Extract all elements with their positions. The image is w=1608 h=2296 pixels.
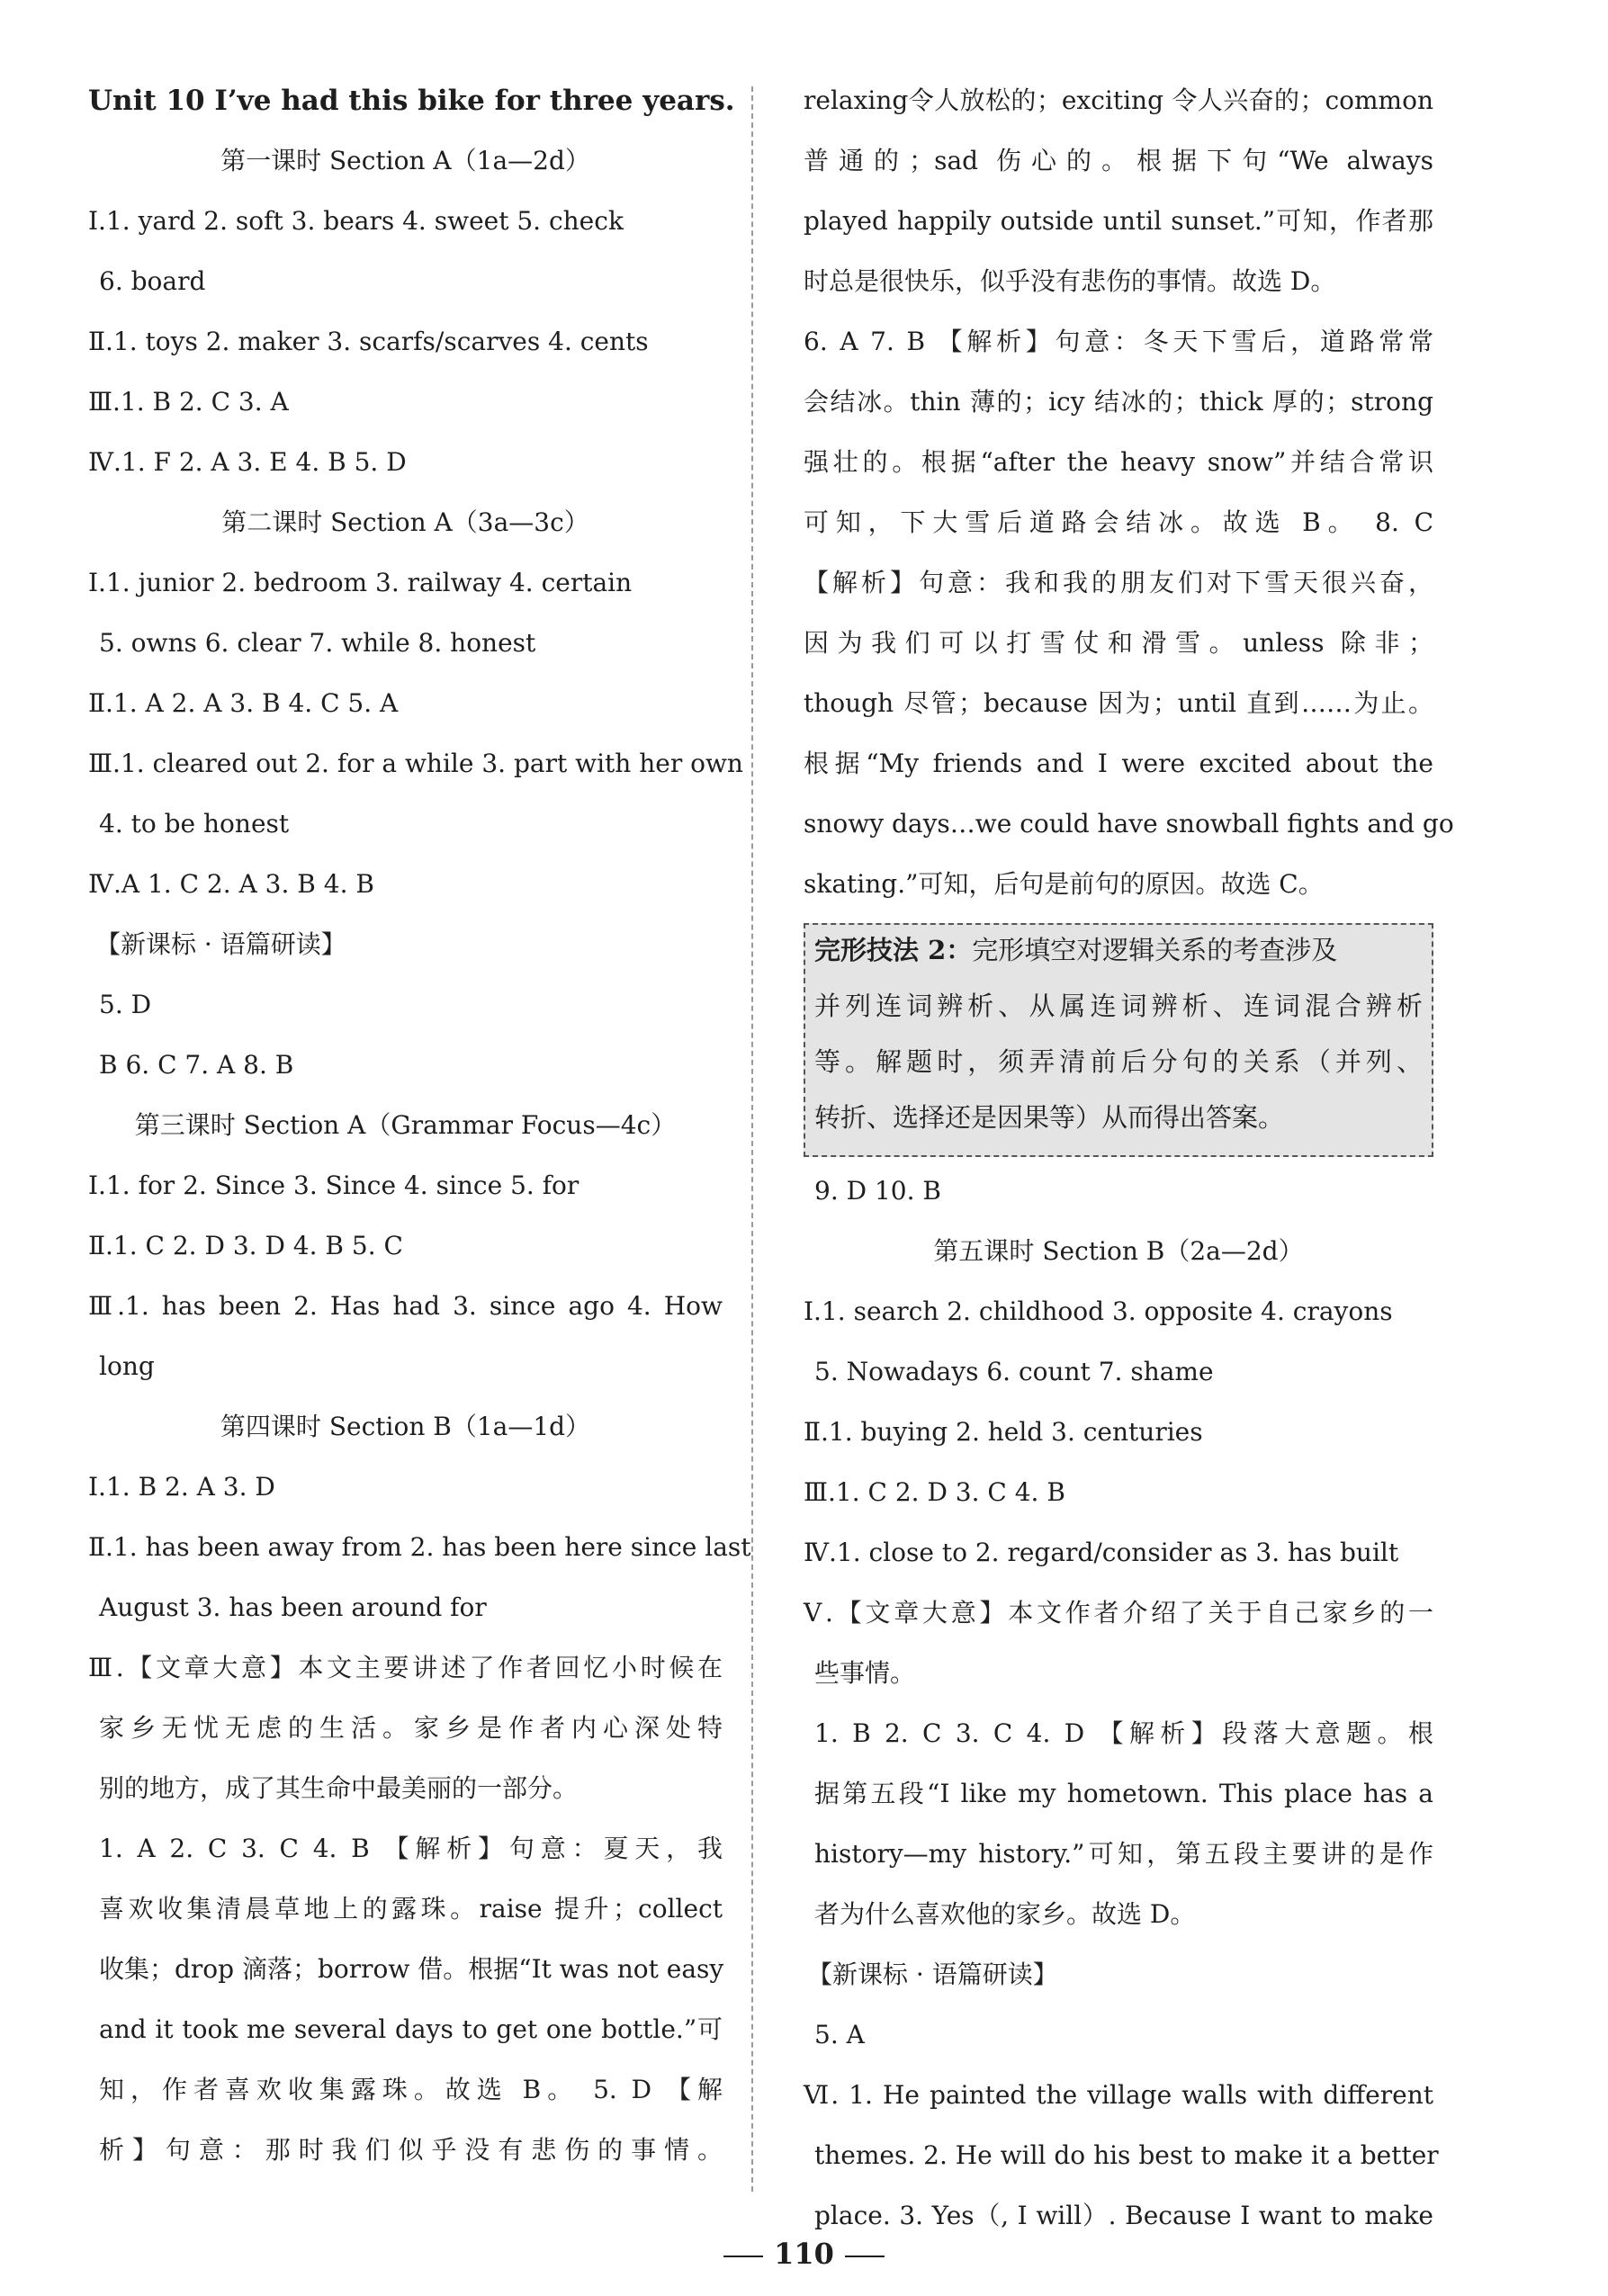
- answer-line: 根据“My friends and I were excited about the: [804, 749, 1433, 778]
- right-column: [804, 83, 1454, 2258]
- answer-line: 第二课时 Section A（3a—3c）: [221, 507, 589, 537]
- answer-line: 会结冰。thin 薄的；icy 结冰的；thick 厚的；strong: [804, 387, 1433, 417]
- answer-line: 析】句意：那时我们似乎没有悲伤的事情。: [99, 2135, 723, 2165]
- answer-line: 6. A 7. B 【解析】句意：冬天下雪后，道路常常: [804, 327, 1433, 356]
- answer-line: 【新课标 · 语篇研读】: [95, 929, 346, 959]
- answer-line: Ⅱ.1. toys 2. maker 3. scarfs/scarves 4. cents: [88, 327, 649, 356]
- answer-line: 普通的；sad 伤心的。根据下句“We always: [804, 146, 1433, 175]
- answer-line: Ⅵ. 1. He painted the village walls with different: [804, 2080, 1433, 2110]
- answer-line: 些事情。: [814, 1658, 916, 1688]
- answer-line: 5. owns 6. clear 7. while 8. honest: [99, 628, 536, 658]
- page-footer: [0, 2237, 1608, 2271]
- answer-line: Ⅲ.1. B 2. C 3. A: [88, 387, 289, 417]
- answer-line: 1. B 2. C 3. C 4. D 【解析】段落大意题。根: [814, 1718, 1433, 1748]
- column-divider: [751, 86, 753, 2192]
- answer-line: Ⅰ.1. for 2. Since 3. Since 4. since 5. for: [88, 1170, 579, 1200]
- answer-line: played happily outside until sunset.”可知，作者那: [804, 206, 1433, 236]
- answer-line: history—my history.”可知，第五段主要讲的是作: [814, 1839, 1433, 1869]
- answer-line: Ⅰ.1. search 2. childhood 3. opposite 4. crayons: [804, 1296, 1393, 1326]
- left-column: [88, 83, 751, 2193]
- answer-line: long: [99, 1351, 155, 1381]
- page-number: 110: [774, 2237, 834, 2271]
- right-bottom-block: [804, 1173, 1439, 2258]
- answer-line: Ⅰ.1. yard 2. soft 3. bears 4. sweet 5. check: [88, 206, 624, 236]
- answer-line: 据第五段“I like my hometown. This place has a: [814, 1779, 1433, 1808]
- answer-line: relaxing令人放松的；exciting 令人兴奋的；common: [804, 85, 1433, 115]
- answer-line: 5. Nowadays 6. count 7. shame: [814, 1357, 1214, 1386]
- answer-line: 家乡无忧无虑的生活。家乡是作者内心深处特: [99, 1713, 723, 1743]
- tip-line: 等。解题时，须弄清前后分句的关系（并列、: [814, 1046, 1423, 1077]
- answer-line: B 6. C 7. A 8. B: [99, 1050, 294, 1080]
- answer-line: Ⅱ.1. has been away from 2. has been here since last: [88, 1532, 751, 1562]
- answer-line: 别的地方，成了其生命中最美丽的一部分。: [99, 1773, 579, 1803]
- answer-line: skating.”可知，后句是前句的原因。故选 C。: [804, 869, 1324, 899]
- answer-line: Unit 10 I’ve had this bike for three years.: [88, 85, 735, 117]
- answer-line: 5. D: [99, 990, 152, 1019]
- answer-line: 6. board: [99, 266, 206, 296]
- footer-dash-left: [723, 2256, 763, 2257]
- answer-line: August 3. has been around for: [99, 1592, 487, 1622]
- answer-line: 者为什么喜欢他的家乡。故选 D。: [814, 1899, 1196, 1929]
- footer-dash-right: [845, 2256, 885, 2257]
- answer-line: themes. 2. He will do his best to make it a better: [814, 2140, 1439, 2170]
- answer-line: Ⅲ.1. cleared out 2. for a while 3. part with her own: [88, 749, 743, 778]
- answer-line: though 尽管；because 因为；until 直到……为止。: [804, 688, 1433, 718]
- answer-line: Ⅴ.【文章大意】本文作者介绍了关于自己家乡的一: [804, 1598, 1433, 1628]
- answer-line: Ⅱ.1. A 2. A 3. B 4. C 5. A: [88, 688, 399, 718]
- answer-line: Ⅲ.1. C 2. D 3. C 4. B: [804, 1477, 1065, 1507]
- answer-line: Ⅲ.【文章大意】本文主要讲述了作者回忆小时候在: [88, 1653, 723, 1682]
- answer-line: Ⅱ.1. C 2. D 3. D 4. B 5. C: [88, 1231, 403, 1260]
- tip-line: 并列连词辨析、从属连词辨析、连词混合辨析: [814, 991, 1423, 1021]
- answer-line: Ⅱ.1. buying 2. held 3. centuries: [804, 1417, 1203, 1447]
- right-top-block: [804, 83, 1454, 927]
- tip-line: 转折、选择还是因果等）从而得出答案。: [814, 1102, 1285, 1133]
- answer-line: 可知，下大雪后道路会结冰。故选 B。 8. C: [804, 507, 1433, 537]
- answer-line: Ⅳ.1. close to 2. regard/consider as 3. has built: [804, 1538, 1399, 1567]
- answer-line: place. 3. Yes（, I will）. Because I want to make: [814, 2201, 1433, 2230]
- answer-line: and it took me several days to get one bottle.”可: [99, 2014, 723, 2044]
- answer-line: 收集；drop 滴落；borrow 借。根据“It was not easy: [99, 1954, 724, 1984]
- tip-line: 完形技法 2：完形填空对逻辑关系的考查涉及: [814, 935, 1338, 965]
- answer-line: 强壮的。根据“after the heavy snow”并结合常识: [804, 447, 1433, 477]
- answer-line: 1. A 2. C 3. C 4. B 【解析】句意：夏天，我: [99, 1834, 723, 1863]
- answer-line: Ⅲ.1. has been 2. Has had 3. since ago 4. How: [88, 1291, 723, 1321]
- answer-line: 【新课标 · 语篇研读】: [807, 1960, 1058, 1989]
- answer-line: 【解析】句意：我和我的朋友们对下雪天很兴奋，: [804, 568, 1433, 597]
- answer-line: 9. D 10. B: [814, 1176, 941, 1206]
- answer-line: Ⅳ.A 1. C 2. A 3. B 4. B: [88, 869, 374, 899]
- answer-line: 喜欢收集清晨草地上的露珠。raise 提升；collect: [99, 1894, 723, 1924]
- answer-line: 第四课时 Section B（1a—1d）: [220, 1412, 591, 1441]
- answer-line: 因为我们可以打雪仗和滑雪。unless 除非；: [804, 628, 1433, 658]
- answer-line: 第三课时 Section A（Grammar Focus—4c）: [134, 1110, 677, 1140]
- answer-line: 5. A: [814, 2020, 865, 2049]
- tip-label: 完形技法 2：: [814, 935, 973, 965]
- answer-line: 时总是很快乐，似乎没有悲伤的事情。故选 D。: [804, 266, 1336, 296]
- answer-line: Ⅰ.1. junior 2. bedroom 3. railway 4. certain: [88, 568, 633, 597]
- answer-line: Ⅳ.1. F 2. A 3. E 4. B 5. D: [88, 447, 407, 477]
- answer-line: 4. to be honest: [99, 809, 290, 839]
- answer-line: Ⅰ.1. B 2. A 3. D: [88, 1472, 275, 1502]
- answer-line: 第一课时 Section A（1a—2d）: [220, 146, 590, 175]
- technique-tip-box: [804, 923, 1433, 1157]
- answer-line: 第五课时 Section B（2a—2d）: [933, 1236, 1304, 1266]
- answer-line: 知，作者喜欢收集露珠。故选 B。 5. D 【解: [99, 2075, 723, 2104]
- answer-line: snowy days…we could have snowball fights and go: [804, 809, 1454, 839]
